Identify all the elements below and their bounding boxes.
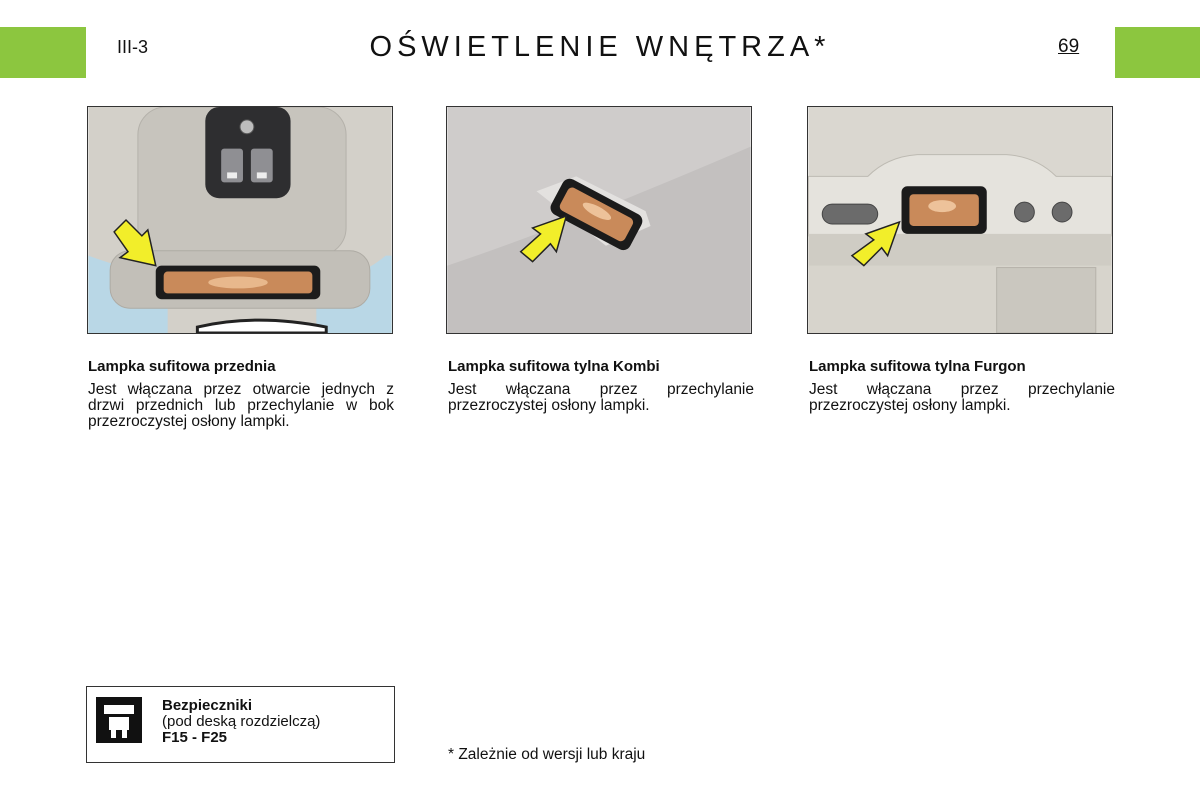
figure-rear-lamp-kombi: [446, 106, 752, 334]
page-number: 69: [1058, 36, 1080, 57]
fuse-numbers: F15 - F25: [162, 729, 228, 746]
section-heading: Lampka sufitowa przednia: [88, 358, 276, 375]
section-rear-lamp-kombi: [448, 358, 754, 414]
section-front-ceiling-lamp: [88, 358, 394, 430]
footnote: * Zależnie od wersji lub kraju: [448, 746, 646, 763]
fuse-location: (pod deską rozdzielczą): [162, 713, 321, 730]
fuse-info-text: [162, 698, 320, 746]
section-heading: Lampka sufitowa tylna Furgon: [809, 358, 1026, 375]
fuse-box-icon: [96, 697, 142, 743]
section-body: Jest włączana przez otwarcie jednych z drzwi przednich lub przechylanie w bok przezroczystej osłony lampki.: [88, 381, 394, 430]
section-code: III-3: [117, 37, 149, 57]
page-title: OŚWIETLENIE WNĘTRZA*: [369, 31, 831, 63]
figure-front-ceiling-lamp: [87, 106, 393, 334]
section-heading: Lampka sufitowa tylna Kombi: [448, 358, 660, 375]
figure-rear-lamp-furgon: [807, 106, 1113, 334]
fuse-info-box: [86, 686, 395, 763]
section-body: Jest włączana przez przechylanie przezroczystej osłony lampki.: [448, 381, 754, 414]
fuse-title: Bezpieczniki: [162, 697, 253, 714]
kombi-lamp-illustration: [447, 107, 751, 333]
green-tab-right: [1115, 27, 1200, 78]
front-lamp-illustration: [88, 107, 392, 333]
green-tab-left: [0, 27, 86, 78]
section-rear-lamp-furgon: [809, 358, 1115, 414]
furgon-lamp-illustration: [808, 107, 1112, 333]
section-body: Jest włączana przez przechylanie przezroczystej osłony lampki.: [809, 381, 1115, 414]
